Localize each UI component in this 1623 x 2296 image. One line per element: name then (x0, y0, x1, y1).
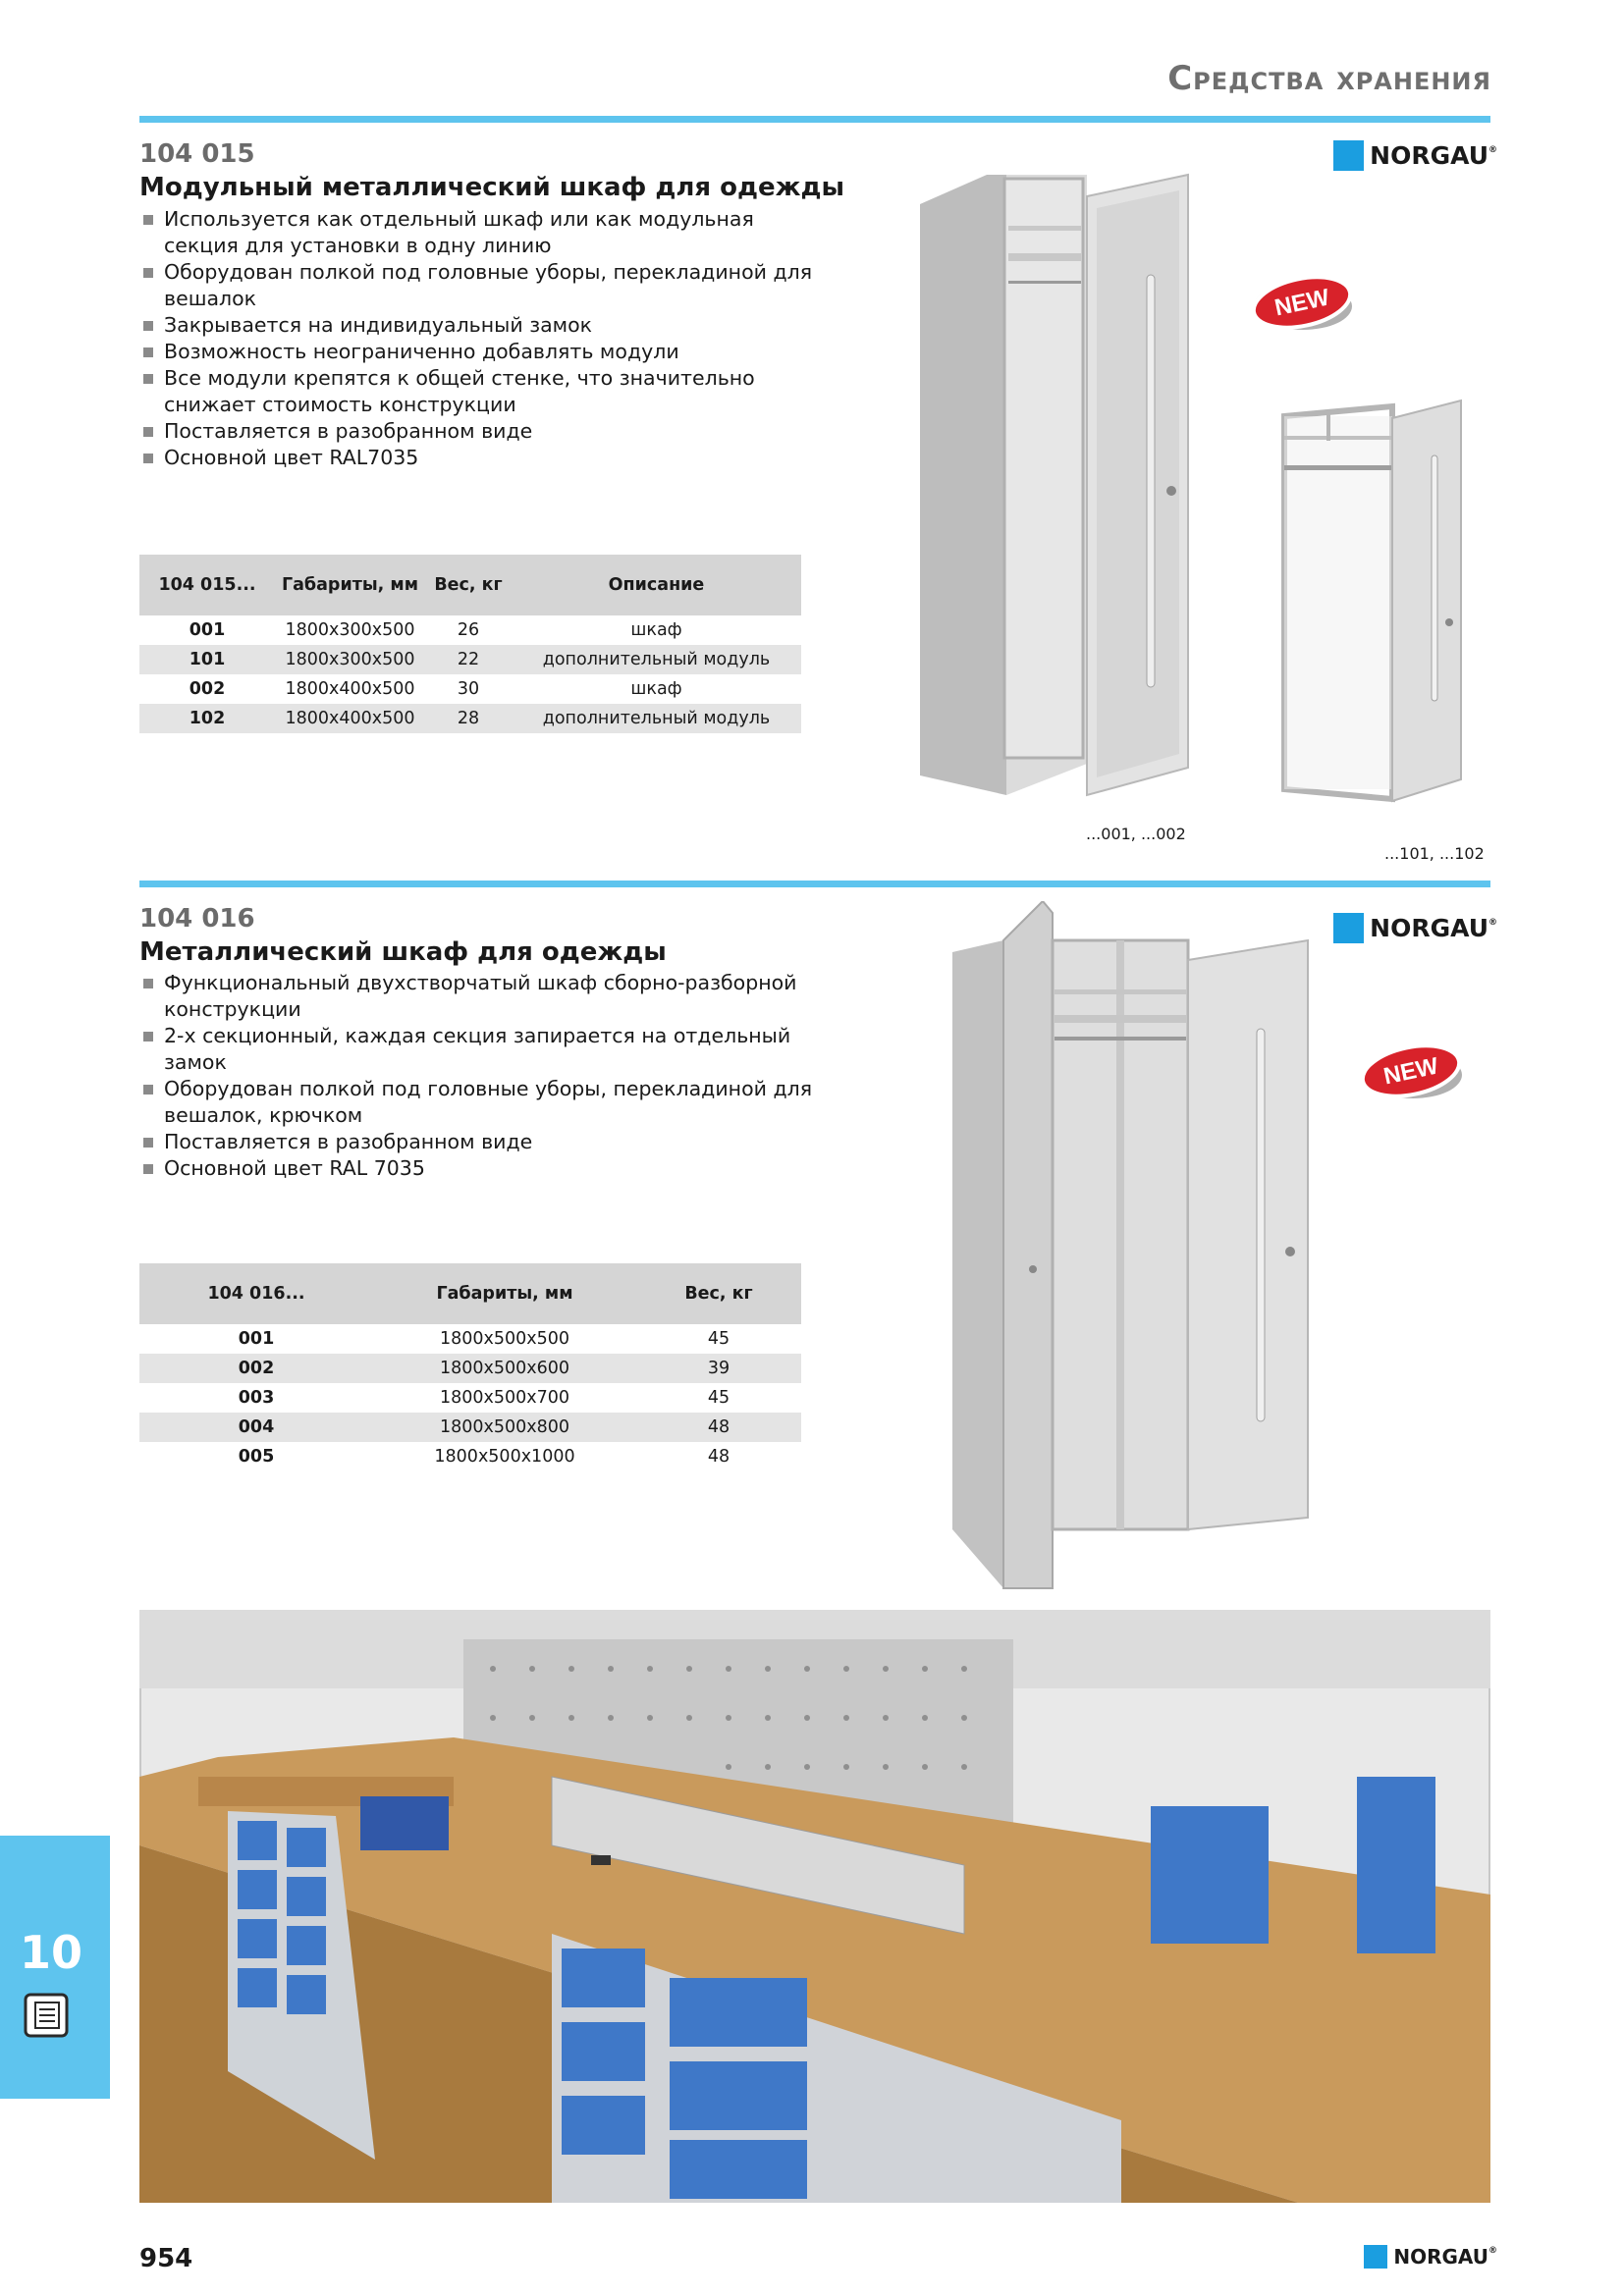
cell: 1800x500x700 (439, 1388, 570, 1408)
cell: 001 (238, 1329, 275, 1349)
bullet-icon (143, 347, 153, 357)
cell: 003 (238, 1388, 275, 1408)
feature-item: Оборудован полкой под головные уборы, перекладиной для вешалок (139, 259, 817, 312)
workshop-photo (139, 1610, 1490, 2203)
cell: 004 (139, 1413, 373, 1442)
footer-brand-logo: NORGAU ® (1364, 2245, 1497, 2269)
col-header: 104 015... (139, 555, 275, 615)
image-caption: ...001, ...002 (1086, 825, 1186, 843)
feature-item: Используется как отдельный шкаф или как модульная секция для установки в одну линию (139, 206, 817, 259)
bullet-icon (143, 1138, 153, 1148)
cell: 002 (189, 679, 226, 699)
cell: 001 (189, 620, 226, 640)
cell: 22 (425, 645, 512, 674)
cell: 48 (636, 1413, 801, 1442)
section-title: Средства хранения (1167, 59, 1491, 98)
bullet-icon (143, 1164, 153, 1174)
feature-item: 2-х секционный, каждая секция запирается на отдельный замок (139, 1023, 817, 1076)
bullet-icon (143, 215, 153, 225)
brand-name: NORGAU (1393, 2245, 1488, 2269)
table-row (139, 1324, 801, 1354)
cell: 005 (238, 1447, 275, 1467)
new-badge (1249, 275, 1357, 334)
cell: 002 (139, 1354, 373, 1383)
bullet-icon (143, 454, 153, 463)
product-code: 104 016 (139, 904, 255, 934)
cell: 39 (636, 1354, 801, 1383)
feature-item: Возможность неограниченно добавлять модули (139, 339, 817, 365)
feature-list (139, 970, 817, 1182)
feature-list (139, 206, 817, 471)
brand-logo: NORGAU ® (1333, 913, 1497, 943)
feature-item: Основной цвет RAL7035 (139, 445, 817, 471)
spec-table (139, 1263, 801, 1471)
col-header: Габариты, мм (275, 555, 425, 615)
bullet-icon (143, 268, 153, 278)
cell: 1800x500x1000 (434, 1447, 575, 1467)
bullet-icon (143, 1032, 153, 1041)
feature-item: Закрывается на индивидуальный замок (139, 312, 817, 339)
page-number: 954 (139, 2244, 193, 2273)
feature-item: Основной цвет RAL 7035 (139, 1155, 817, 1182)
new-badge (1357, 1042, 1467, 1101)
bullet-icon (143, 374, 153, 384)
header-rule (139, 116, 1490, 123)
locker-module-image (1274, 397, 1471, 809)
table-row (139, 704, 801, 733)
product-title: Модульный металлический шкаф для одежды (139, 173, 845, 202)
spec-table (139, 555, 801, 733)
bullet-icon (143, 321, 153, 331)
cell: дополнительный модуль (512, 704, 801, 733)
brand-square-icon (1364, 2245, 1387, 2269)
table-row (139, 615, 801, 645)
brand-square-icon (1333, 140, 1364, 171)
col-header: Вес, кг (636, 1263, 801, 1324)
brand-name: NORGAU (1370, 914, 1488, 942)
cell: 30 (457, 679, 480, 699)
product-title: Металлический шкаф для одежды (139, 937, 667, 967)
col-header: 104 016... (139, 1263, 373, 1324)
feature-item: Оборудован полкой под головные уборы, перекладиной для вешалок, крючком (139, 1076, 817, 1129)
cell: 1800x400x500 (275, 704, 425, 733)
col-header: Описание (512, 555, 801, 615)
cell: 28 (425, 704, 512, 733)
cell: 48 (707, 1447, 730, 1467)
col-header: Вес, кг (425, 555, 512, 615)
feature-item: Поставляется в разобранном виде (139, 418, 817, 445)
product-code: 104 015 (139, 139, 255, 169)
catalog-icon (24, 1993, 69, 2038)
cell: 1800x300x500 (275, 645, 425, 674)
cell: 101 (139, 645, 275, 674)
bullet-icon (143, 427, 153, 437)
section-rule (139, 881, 1490, 887)
col-header: Габариты, мм (373, 1263, 636, 1324)
feature-item: Поставляется в разобранном виде (139, 1129, 817, 1155)
cell: 1800x400x500 (285, 679, 415, 699)
feature-item: Все модули крепятся к общей стенке, что значительно снижает стоимость конструкции (139, 365, 817, 418)
feature-item: Функциональный двухстворчатый шкаф сборно-разборной конструкции (139, 970, 817, 1023)
table-row (139, 674, 801, 704)
brand-square-icon (1333, 913, 1364, 943)
cell: 45 (707, 1388, 730, 1408)
double-locker-image (945, 901, 1318, 1598)
cell: 102 (139, 704, 275, 733)
table-row (139, 1383, 801, 1413)
cell: шкаф (630, 620, 682, 640)
table-row (139, 645, 801, 674)
table-row (139, 1442, 801, 1471)
table-row (139, 1413, 801, 1442)
table-row (139, 1354, 801, 1383)
new-badge-label: NEW (1271, 284, 1332, 322)
cell: 45 (707, 1329, 730, 1349)
image-caption: ...101, ...102 (1384, 844, 1485, 863)
bullet-icon (143, 1085, 153, 1095)
brand-name: NORGAU (1370, 141, 1488, 170)
cell: 1800x500x500 (439, 1329, 570, 1349)
chapter-number: 10 (20, 1926, 83, 1979)
cell: дополнительный модуль (512, 645, 801, 674)
brand-logo: NORGAU ® (1333, 140, 1497, 171)
cell: 1800x500x800 (373, 1413, 636, 1442)
cell: 1800x500x600 (373, 1354, 636, 1383)
cell: 26 (457, 620, 480, 640)
new-badge-label: NEW (1380, 1052, 1441, 1091)
cell: 1800x300x500 (285, 620, 415, 640)
cell: шкаф (630, 679, 682, 699)
locker-single-image (908, 167, 1203, 805)
bullet-icon (143, 979, 153, 988)
